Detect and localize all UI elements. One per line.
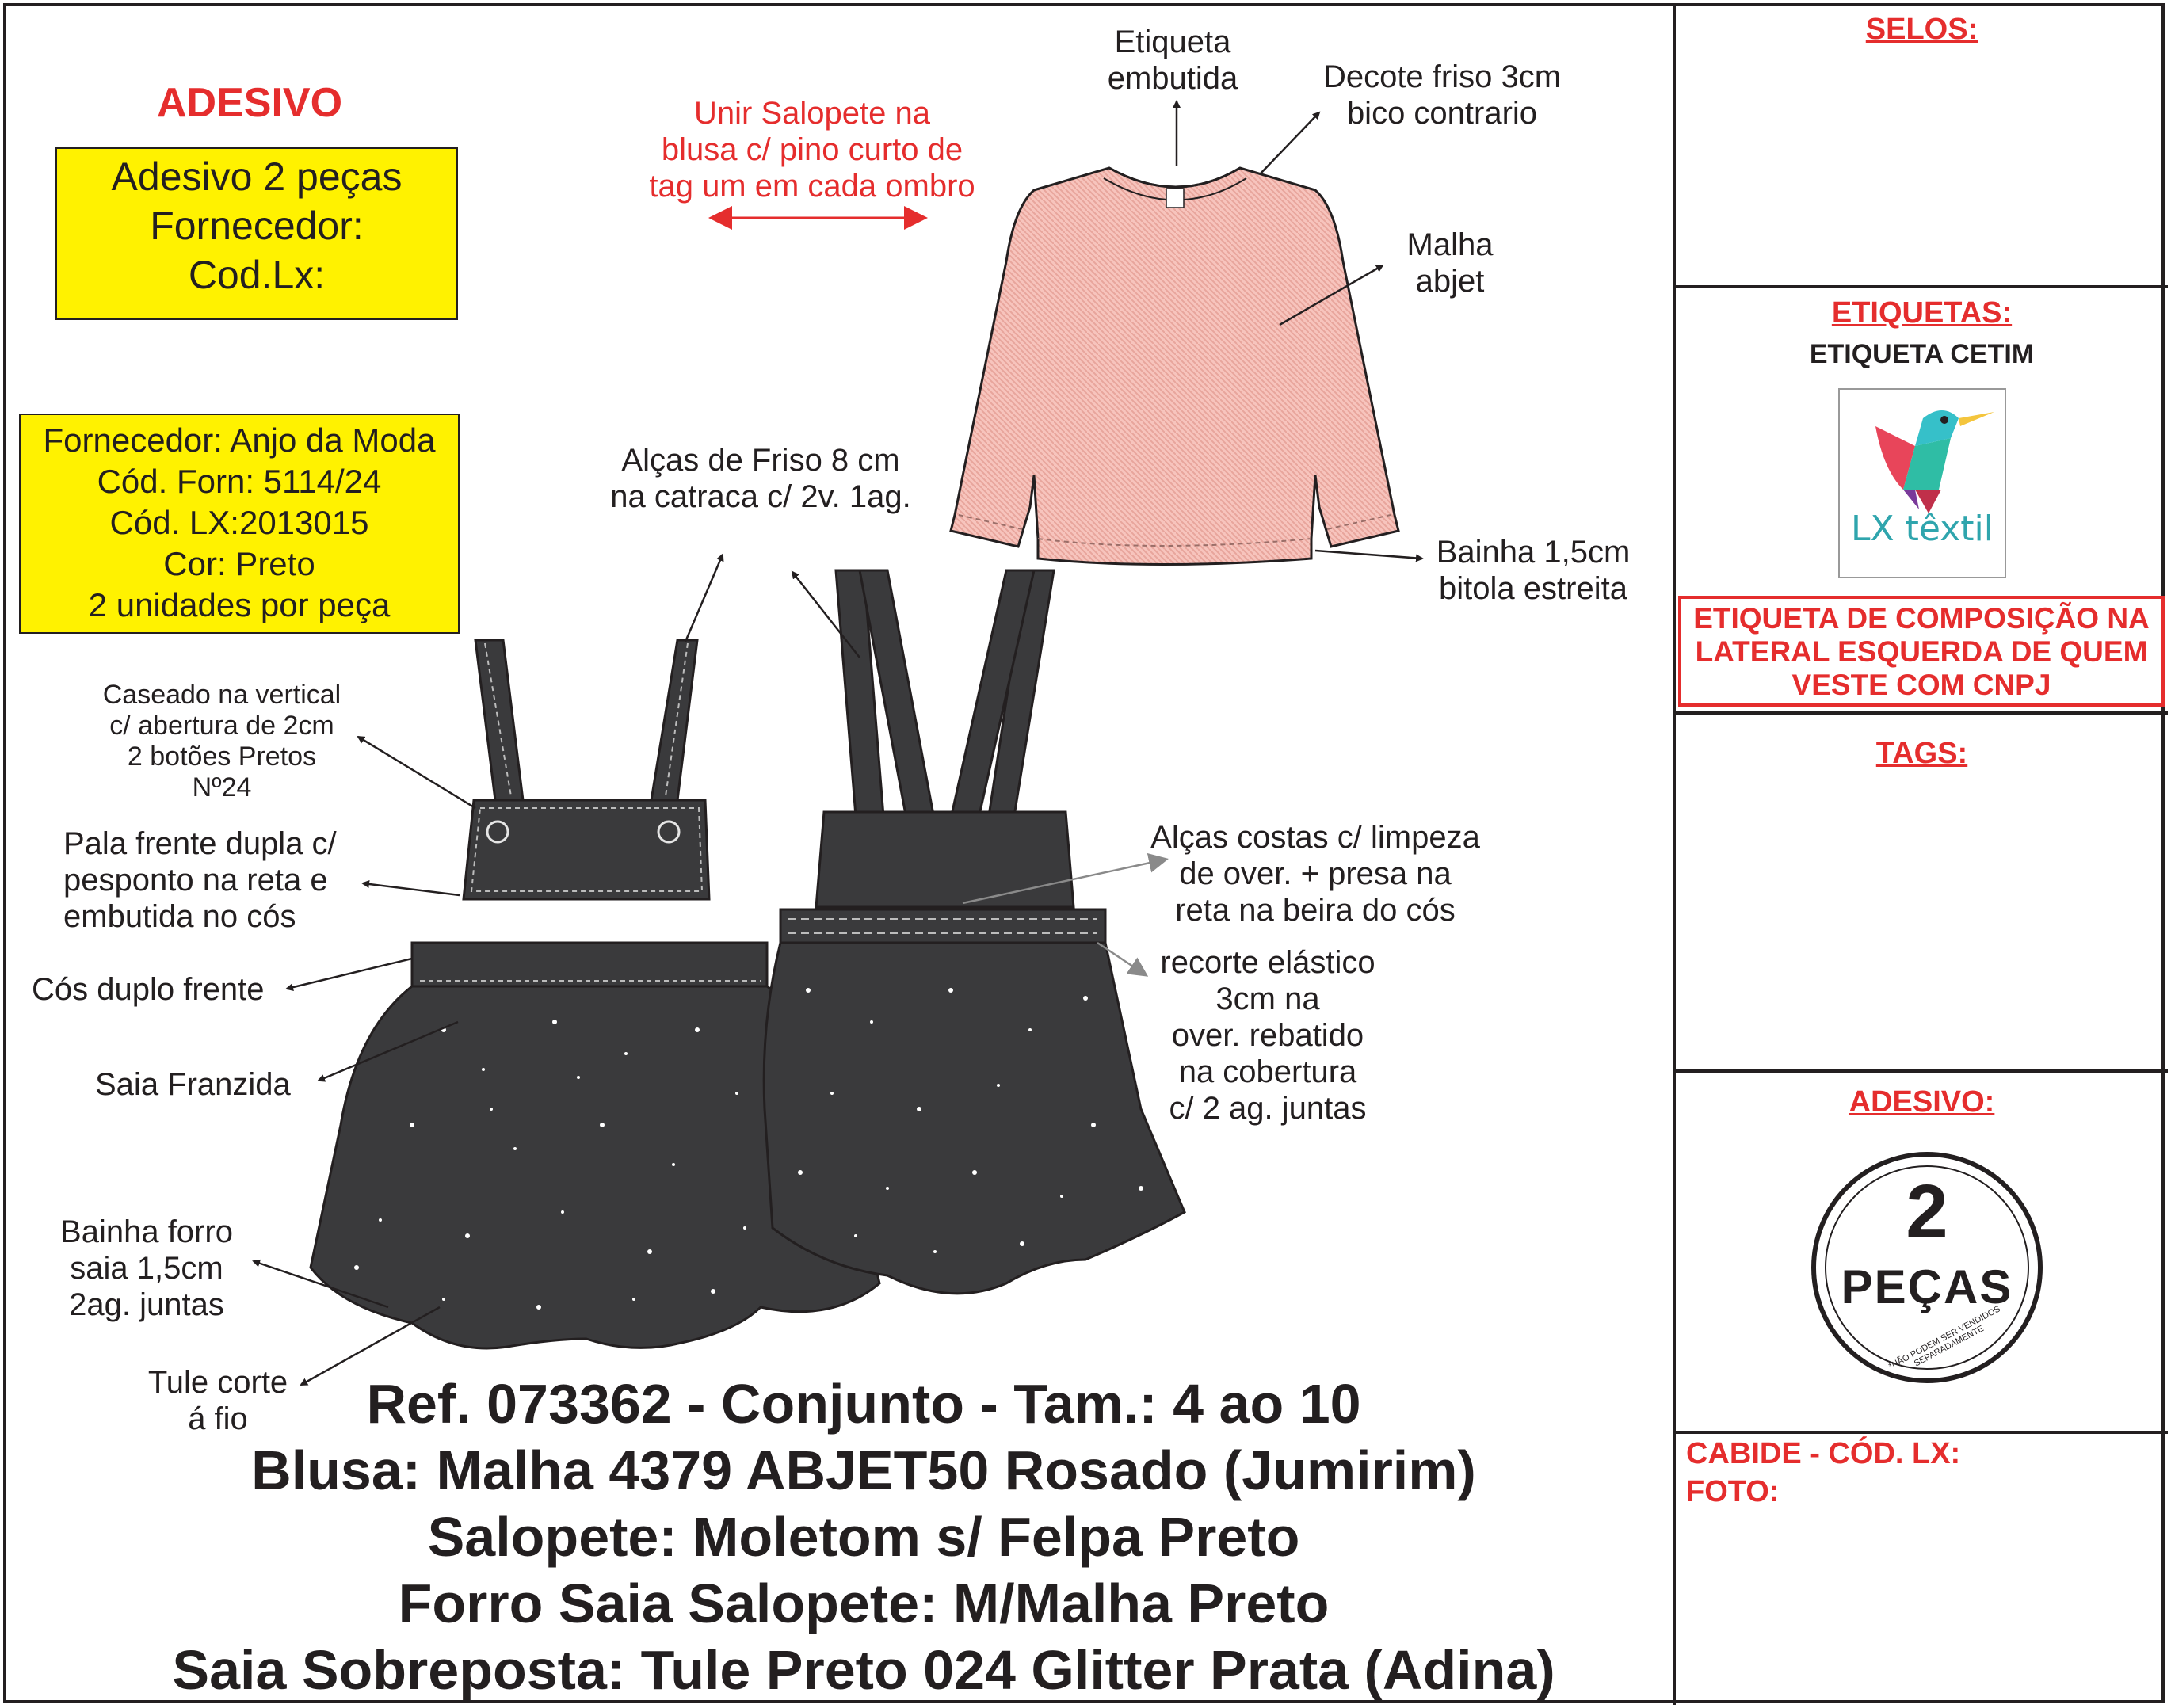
annotation-bainha-forro [48,1214,246,1323]
fornecedor-line: 2 unidades por peça [88,586,391,623]
pecas-sticker [1808,1149,2046,1386]
adesivo-line: Adesivo 2 peças [111,154,403,199]
annotation-line: bico contrario [1346,96,1538,131]
annotation-line: Alças costas c/ limpeza [1150,820,1480,855]
adesivo-line: Cod.Lx: [188,253,326,297]
annotation-line: de over. + presa na [1179,856,1452,891]
sticker-ring-text: *NÃO PODEM SER VENDIDOS SEPARADAMENTE [1887,1304,2002,1372]
fornecedor-line: Cor: Preto [163,545,315,582]
annotation-alcas-friso [594,442,927,515]
annotation-line: Pala frente dupla c/ [63,826,337,861]
annotation-line: embutida no cós [63,899,296,934]
selos-title: SELOS: [1865,13,1978,46]
annotation-line: c/ abertura de 2cm [109,711,334,741]
tags-title: TAGS: [1875,737,1968,770]
fornecedor-box [19,414,460,634]
composicao-notice [1678,596,2165,707]
adesivo-heading: ADESIVO [156,80,343,126]
spec-blusa: Blusa: Malha 4379 ABJET50 Rosado (Jumirim) [251,1439,1476,1501]
annotation-recorte [1133,944,1402,1127]
annotation-line: Caseado na vertical [102,680,341,710]
annotation-line: c/ 2 ag. juntas [1169,1091,1367,1126]
annotation-line: reta na beira do cós [1175,893,1456,928]
spec-saia-sobreposta: Saia Sobreposta: Tule Preto 024 Glitter Prata (Adina) [172,1639,1555,1701]
annotation-line: Bainha forro [60,1214,233,1249]
annotation-decote [1299,59,1585,132]
annotation-unir [626,95,998,204]
annotation-line: bitola estreita [1439,571,1627,606]
annotation-line: Nº24 [192,772,252,803]
annotation-line: 2ag. juntas [69,1287,224,1322]
annotation-line: na cobertura [1178,1054,1357,1089]
cabide-label: CABIDE - CÓD. LX: [1686,1437,1961,1470]
annotation-etiqueta-embutida [1078,24,1268,97]
sticker-word: PEÇAS [1841,1260,2013,1313]
spec-forro: Forro Saia Salopete: M/Malha Preto [398,1573,1330,1634]
lx-textil-label-card [1838,388,2006,578]
blouse-drawing [951,168,1398,565]
annotation-alcas-costas [1133,819,1498,928]
annotation-line: Decote friso 3cm [1322,59,1562,94]
annotation-line: á fio [188,1401,248,1436]
logo-text: LX têxtil [1851,509,1994,549]
annotation-line: over. rebatido [1171,1018,1364,1053]
annotation-line: Etiqueta [1114,25,1231,59]
annotation-saia [95,1066,317,1103]
etiqueta-cetim-label: ETIQUETA CETIM [1809,339,2035,369]
adesivo-line: Fornecedor: [150,204,364,248]
spec-ref: Ref. 073362 - Conjunto - Tam.: 4 ao 10 [366,1373,1361,1435]
annotation-line: Alças de Friso 8 cm [621,443,900,478]
annotation-line: recorte elástico [1160,945,1375,980]
annotation-line: Saia Franzida [95,1067,291,1102]
composicao-line: ETIQUETA DE COMPOSIÇÃO NA [1693,602,2150,635]
annotation-line: abjet [1415,264,1485,299]
annotation-line: 3cm na [1215,982,1320,1016]
annotation-line: Cós duplo frente [32,972,265,1007]
annotation-line: 2 botões Pretos [127,742,317,772]
annotation-line: Tule corte [147,1365,288,1400]
fornecedor-line: Fornecedor: Anjo da Moda [43,421,436,459]
adesivo-sidebar-title: ADESIVO: [1849,1085,1995,1119]
adesivo-info-box [55,147,458,320]
fornecedor-line: Cód. Forn: 5114/24 [97,463,382,500]
back-overall-drawing [764,570,1185,1294]
annotation-line: Bainha 1,5cm [1436,535,1631,570]
annotation-line: pesponto na reta e [63,863,328,898]
annotation-bainha-blusa [1418,534,1648,607]
annotation-line: tag um em cada ombro [649,169,975,204]
annotation-line: Malha [1406,227,1494,262]
annotation-line: embutida [1107,61,1238,96]
annotation-line: na catraca c/ 2v. 1ag. [610,479,911,514]
composicao-line: VESTE COM CNPJ [1791,669,2051,701]
sticker-number: 2 [1906,1169,1948,1254]
annotation-caseado [79,680,364,803]
annotation-cos [32,971,293,1008]
foto-label: FOTO: [1686,1475,1780,1508]
hummingbird-logo-icon [1840,395,2005,521]
annotation-line: Unir Salopete na [694,96,930,131]
etiquetas-title: ETIQUETAS: [1831,296,2013,330]
fornecedor-line: Cód. LX:2013015 [109,504,369,541]
spec-salopete: Salopete: Moletom s/ Felpa Preto [427,1506,1300,1568]
composicao-line: LATERAL ESQUERDA DE QUEM [1695,635,2148,668]
annotation-line: blusa c/ pino curto de [661,132,963,167]
annotation-line: saia 1,5cm [70,1251,223,1286]
annotation-malha [1379,227,1521,299]
annotation-pala [63,825,364,935]
